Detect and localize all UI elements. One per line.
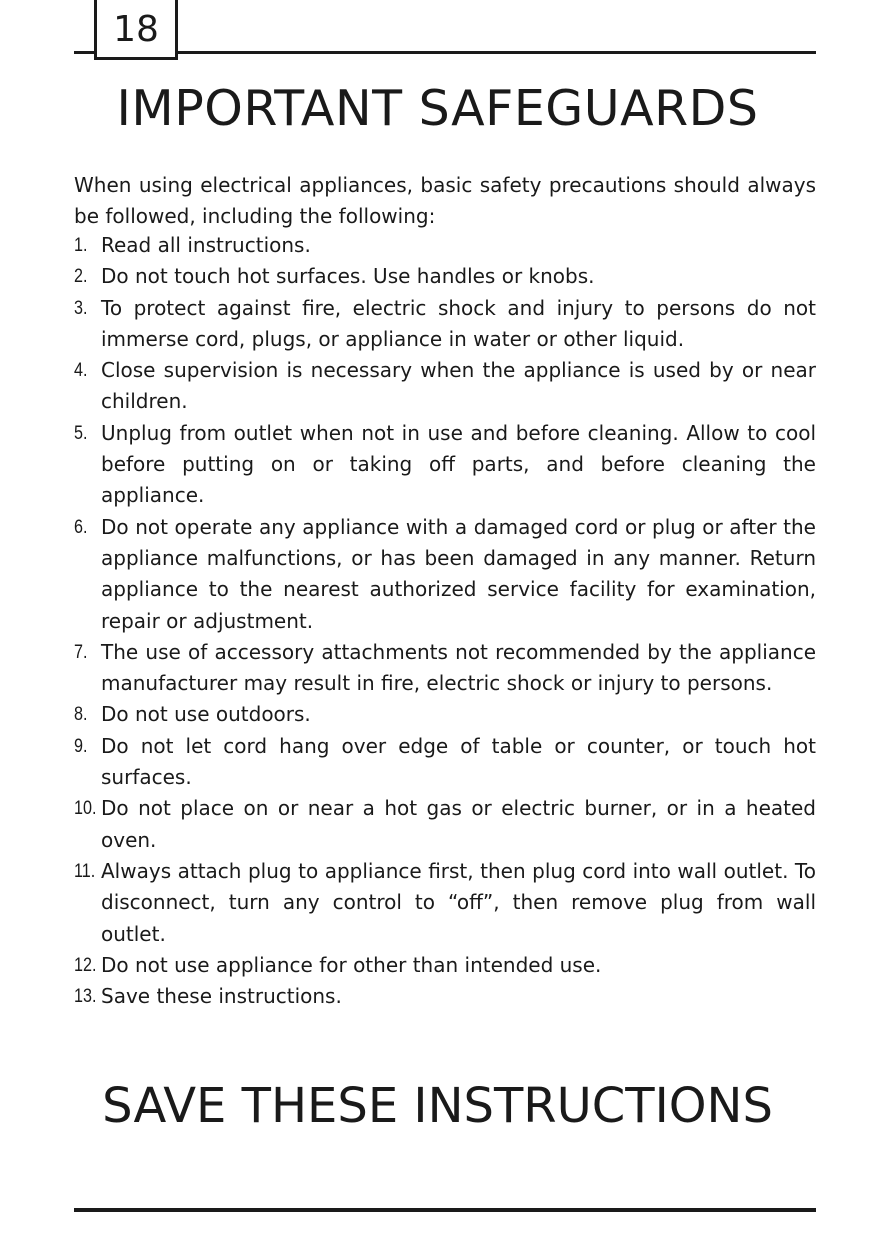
item-text: Unplug from outlet when not in use and before cleaning. Allow to cool before putting on or taking off parts, and before cleaning the appliance. — [101, 420, 816, 508]
footer-rule — [74, 1208, 816, 1212]
item-number: 2. — [74, 266, 88, 288]
intro-paragraph: When using electrical appliances, basic safety precautions should always be followed, including the following: — [74, 173, 816, 228]
item-text: To protect against fire, electric shock and injury to persons do not immerse cord, plugs, or appliance in water or other liquid. — [101, 295, 816, 351]
item-number: 1. — [74, 235, 88, 256]
item-number: 8. — [74, 704, 88, 726]
item-text: The use of accessory attachments not recommended by the appliance manufacturer may result in fire, electric shock or injury to persons. — [101, 639, 816, 696]
save-instructions-heading: SAVE THESE INSTRUCTIONS — [102, 1078, 773, 1134]
item-text: Save these instructions. — [101, 984, 342, 1009]
item-number: 12. — [74, 954, 97, 976]
list-item — [74, 261, 816, 292]
item-text: Do not operate any appliance with a damaged cord or plug or after the appliance malfunctions, or has been damaged in any manner. Return appliance to the nearest authorized service facility for examination, repair or adjustment. — [101, 514, 816, 633]
item-text: Do not let cord hang over edge of table or counter, or touch hot surfaces. — [101, 733, 816, 790]
list-item — [74, 950, 816, 981]
item-number: 13. — [74, 986, 97, 1008]
page-number-text: 18 — [113, 9, 159, 50]
item-text: Read all instructions. — [101, 233, 311, 257]
header-rule — [74, 51, 816, 54]
item-text: Do not touch hot surfaces. Use handles or knobs. — [101, 264, 595, 289]
item-number: 6. — [74, 516, 88, 538]
item-text: Do not use appliance for other than intended use. — [101, 952, 602, 977]
list-item — [74, 793, 816, 856]
item-number: 10. — [74, 798, 97, 820]
item-text: Do not use outdoors. — [101, 702, 311, 727]
list-item — [74, 418, 816, 512]
item-number: 7. — [74, 641, 88, 663]
item-text: Close supervision is necessary when the appliance is used by or near children. — [101, 358, 816, 414]
list-item — [74, 731, 816, 794]
list-item — [74, 512, 816, 637]
list-item — [74, 293, 816, 356]
list-item — [74, 699, 816, 730]
list-item — [74, 637, 816, 700]
list-item — [74, 981, 816, 1012]
item-number: 11. — [74, 860, 96, 882]
list-item — [74, 355, 816, 418]
item-number: 9. — [74, 735, 88, 757]
item-text: Do not place on or near a hot gas or electric burner, or in a heated oven. — [101, 796, 816, 852]
item-number: 5. — [74, 422, 88, 444]
page-number — [94, 0, 178, 60]
item-number: 3. — [74, 297, 88, 319]
list-item — [74, 856, 816, 950]
page-title: IMPORTANT SAFEGUARDS — [116, 80, 759, 137]
safeguards-list — [74, 230, 816, 1012]
item-number: 4. — [74, 360, 88, 382]
list-item — [74, 230, 816, 261]
item-text: Always attach plug to appliance first, then plug cord into wall outlet. To disconnect, turn any control to “off”, then remove plug from wall outlet. — [101, 858, 816, 946]
